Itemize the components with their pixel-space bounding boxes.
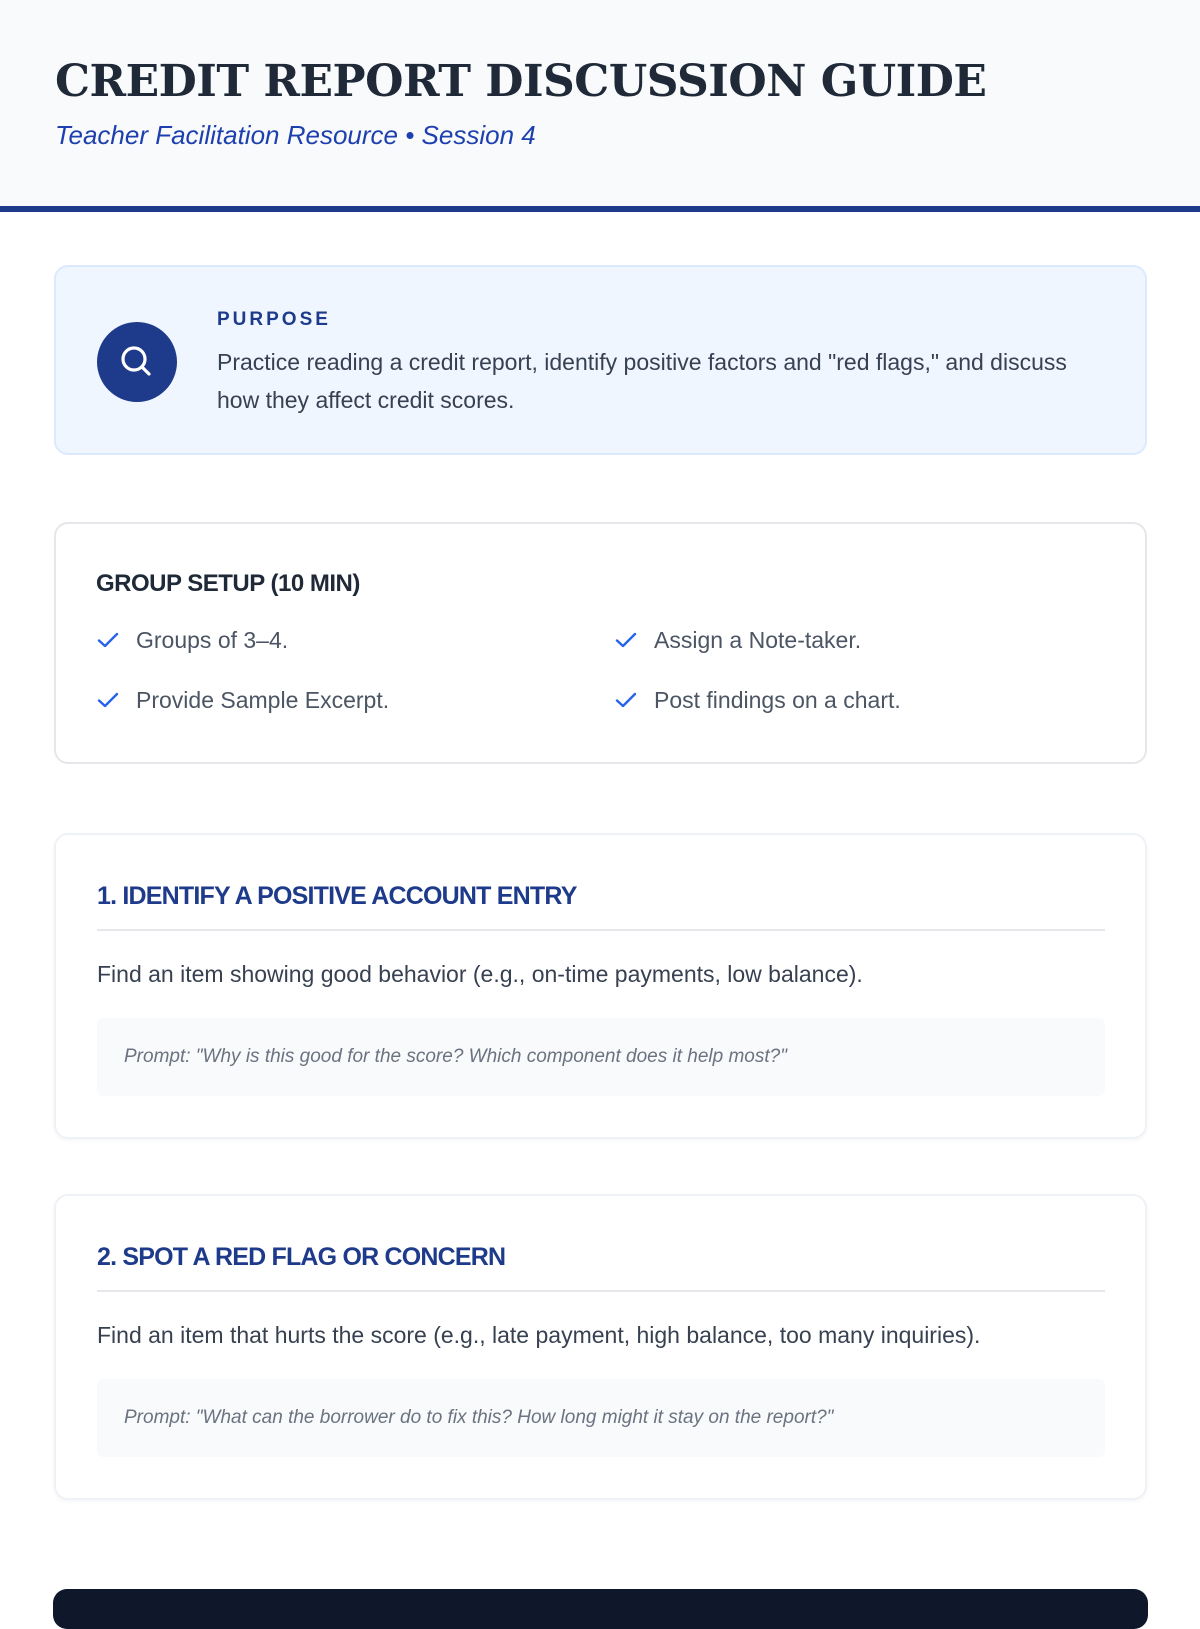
- step-card-positive-entry: [54, 833, 1147, 1139]
- group-setup-card: [54, 522, 1147, 764]
- step-description: Find an item that hurts the score (e.g., late payment, high balance, too many inquiries).: [97, 1322, 981, 1348]
- check-icon: [614, 628, 638, 652]
- setup-item-label: Groups of 3–4.: [136, 627, 289, 653]
- check-icon: [614, 688, 638, 712]
- purpose-card: [54, 265, 1147, 455]
- page-title: CREDIT REPORT DISCUSSION GUIDE: [55, 56, 987, 107]
- step-prompt: Prompt: "Why is this good for the score? Which component does it help most?": [97, 1018, 1105, 1096]
- step-prompt: Prompt: "What can the borrower do to fix this? How long might it stay on the report?": [97, 1379, 1105, 1457]
- check-icon: [96, 688, 120, 712]
- setup-item-groups: [96, 622, 614, 658]
- setup-item-label: Post findings on a chart.: [654, 687, 901, 713]
- main-content: [0, 265, 1200, 1500]
- footer-card: [53, 1589, 1148, 1629]
- setup-item-note-taker: [614, 622, 1105, 658]
- setup-item-label: Provide Sample Excerpt.: [136, 687, 390, 713]
- search-icon: [97, 322, 177, 402]
- step-card-red-flag: [54, 1194, 1147, 1500]
- step-title: 2. SPOT A RED FLAG OR CONCERN: [97, 1240, 1105, 1292]
- step-description: Find an item showing good behavior (e.g., on-time payments, low balance).: [97, 961, 863, 987]
- purpose-description: Practice reading a credit report, identify positive factors and "red flags," and discuss how they affect credit scores.: [217, 349, 1067, 413]
- setup-item-post-findings: [614, 682, 1105, 718]
- step-title: 1. IDENTIFY A POSITIVE ACCOUNT ENTRY: [97, 879, 1105, 931]
- purpose-text: [217, 307, 1085, 419]
- page-header: [0, 0, 1200, 212]
- setup-item-label: Assign a Note-taker.: [654, 627, 862, 653]
- check-icon: [96, 628, 120, 652]
- setup-item-sample-excerpt: [96, 682, 614, 718]
- group-setup-title: GROUP SETUP (10 MIN): [96, 570, 360, 597]
- group-setup-list: [96, 622, 1105, 718]
- purpose-label: PURPOSE: [217, 309, 331, 330]
- page-subtitle: Teacher Facilitation Resource • Session 4: [55, 120, 536, 150]
